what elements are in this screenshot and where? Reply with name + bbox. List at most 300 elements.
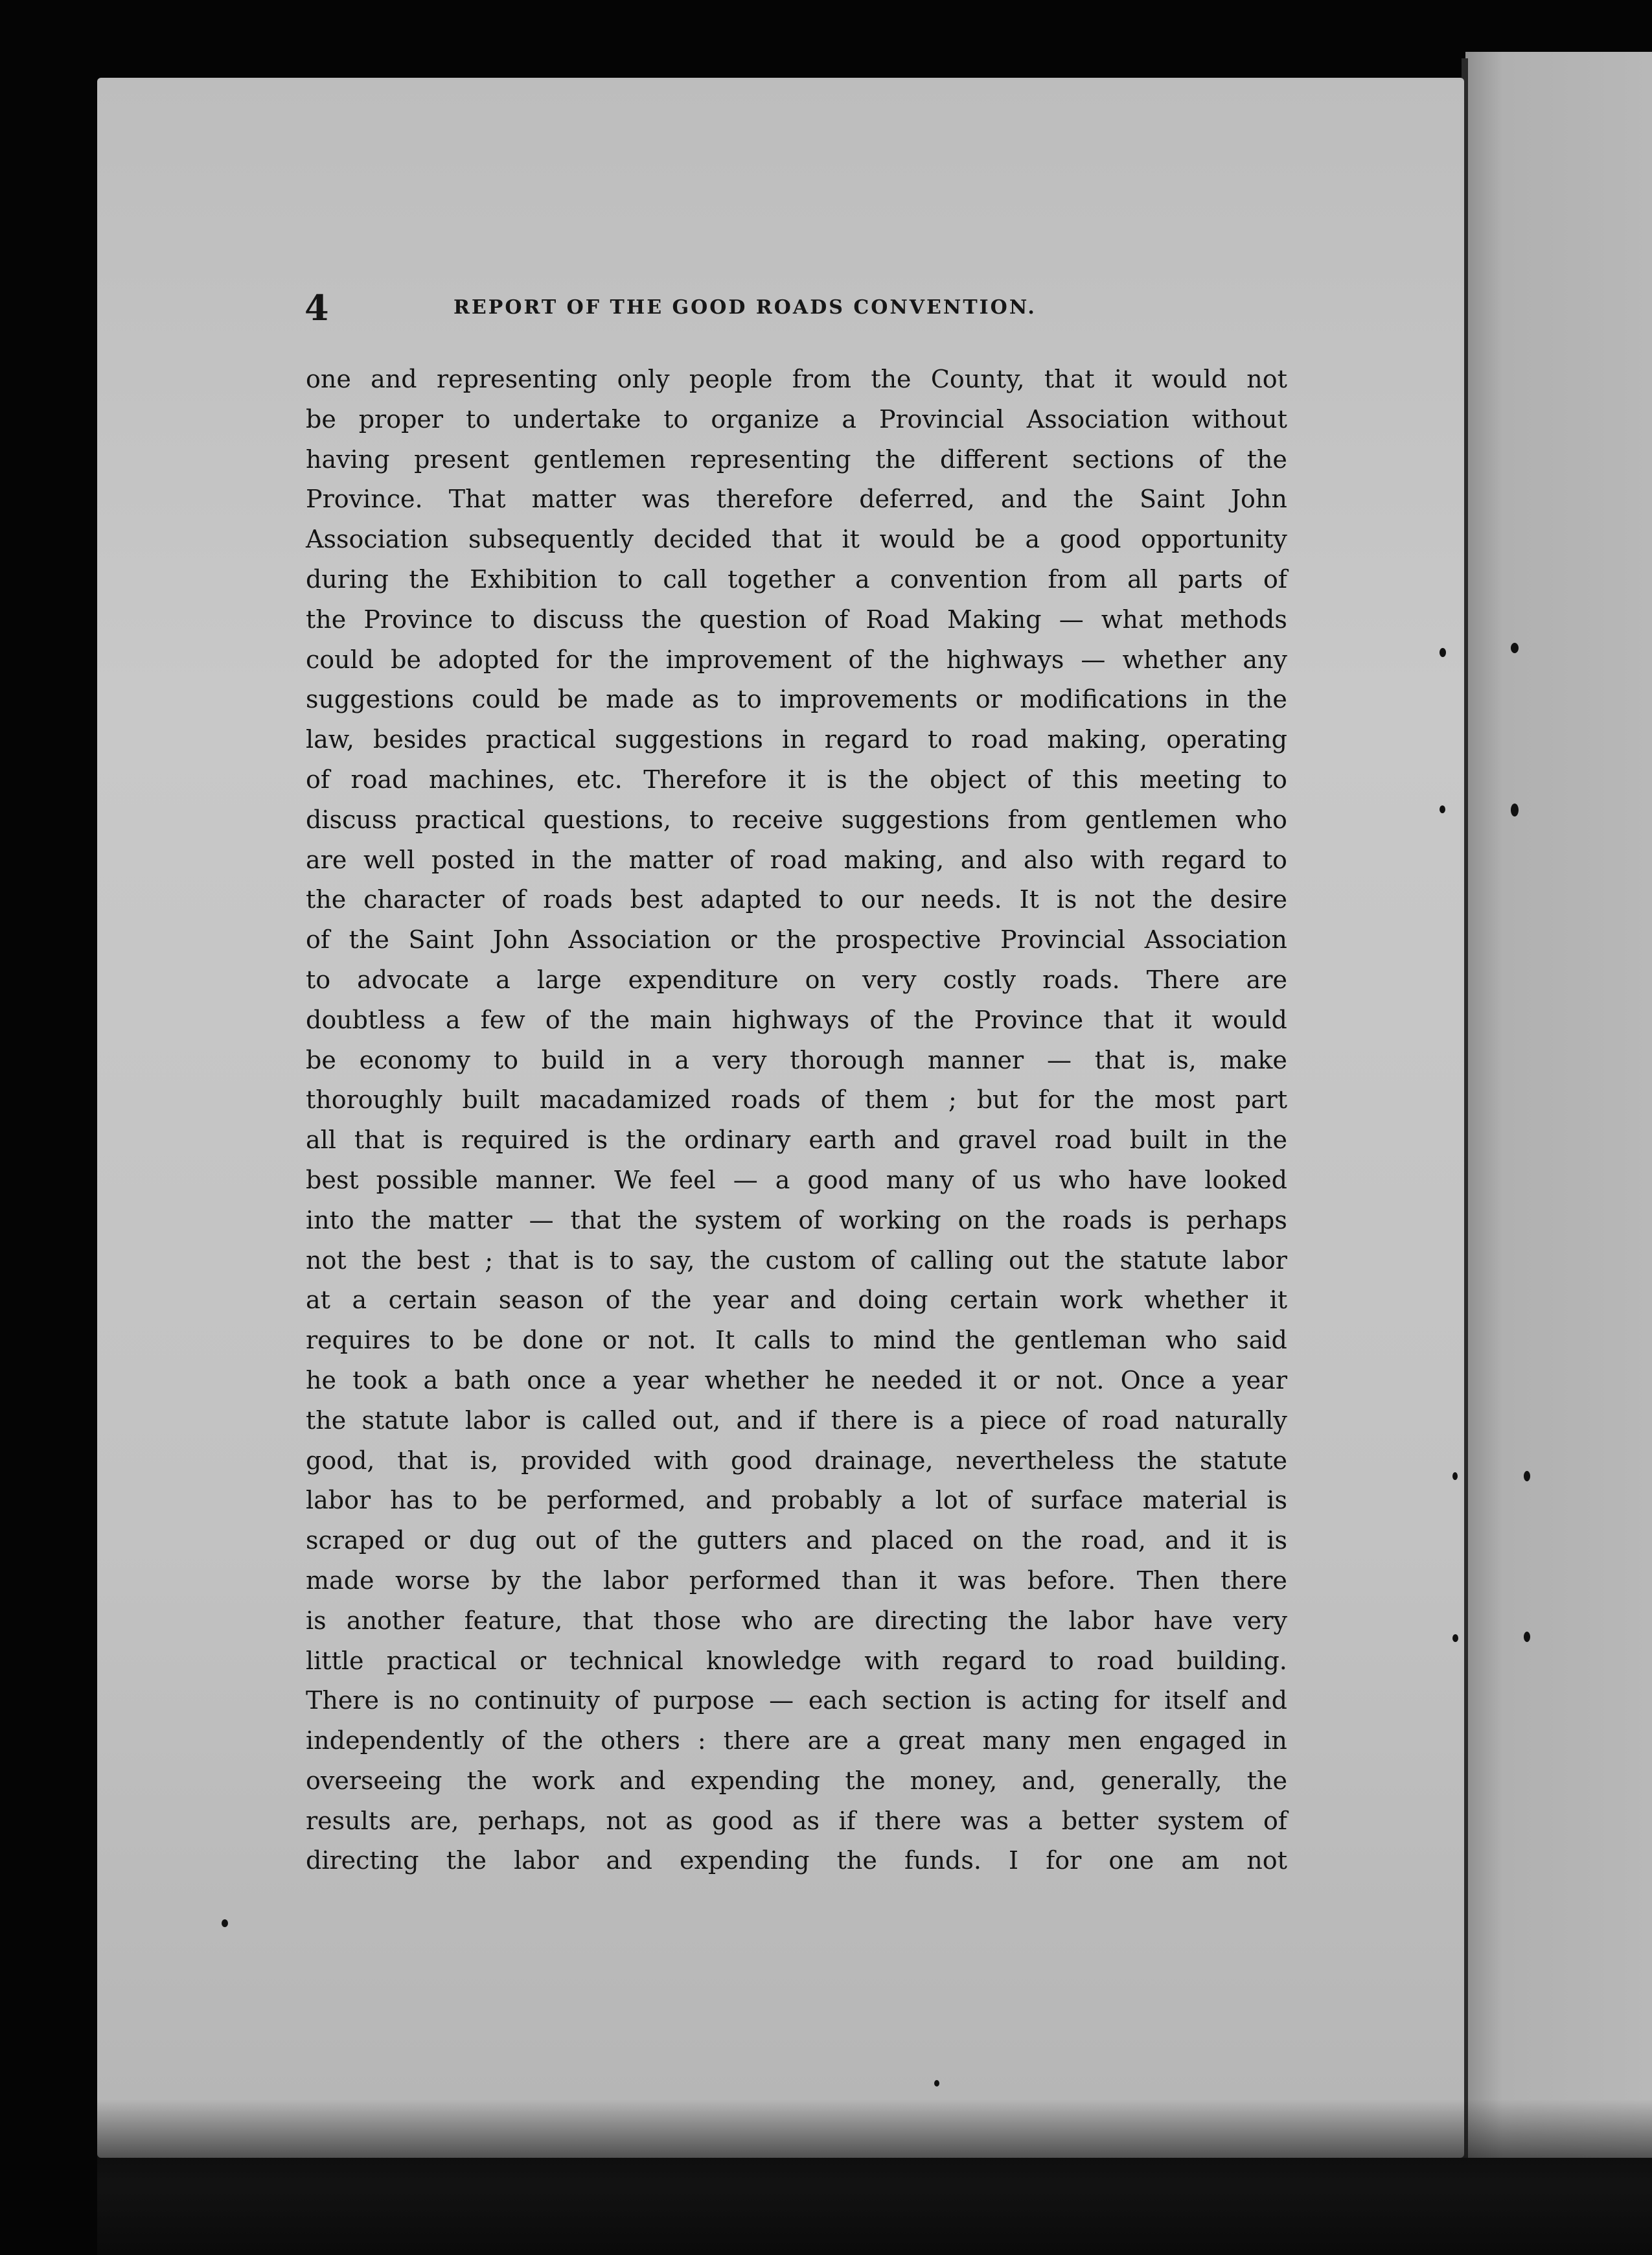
text-line: [306, 400, 1287, 440]
word: highways: [731, 1005, 850, 1034]
word: gutters: [696, 1526, 787, 1555]
ink-speck: [1440, 805, 1445, 813]
word: —: [733, 1165, 758, 1194]
text-line: [306, 720, 1287, 760]
word: the: [589, 1005, 630, 1034]
word: any: [1243, 645, 1287, 674]
word: road: [1102, 1405, 1160, 1435]
word: the: [709, 1245, 751, 1275]
word: the: [868, 765, 909, 794]
word: by: [491, 1566, 521, 1595]
word: machines,: [428, 765, 556, 794]
word: road: [350, 765, 408, 794]
word: to: [617, 564, 643, 594]
word: Association: [306, 525, 449, 554]
word: feature,: [464, 1606, 563, 1635]
word: a: [496, 965, 511, 994]
word: besides: [373, 725, 467, 754]
word: are: [813, 1606, 855, 1635]
word: the: [1008, 1606, 1049, 1635]
word: to: [1262, 845, 1287, 874]
word: Saint: [1140, 485, 1205, 514]
word: is: [827, 765, 847, 794]
word: required: [461, 1126, 569, 1155]
word: of: [798, 1205, 823, 1234]
word: meeting: [1140, 765, 1242, 794]
word: statute: [361, 1405, 450, 1435]
text-line: [306, 520, 1287, 560]
word: ;: [485, 1245, 494, 1275]
word: itself: [1164, 1686, 1226, 1715]
word: that: [1044, 365, 1095, 393]
word: desire: [1210, 885, 1287, 914]
word: Then: [1136, 1566, 1200, 1595]
word: many: [982, 1726, 1051, 1755]
word: for: [1114, 1686, 1150, 1715]
word: done: [522, 1326, 584, 1355]
word: the: [875, 445, 916, 474]
text-line: [306, 1681, 1287, 1721]
word: question: [699, 605, 807, 634]
text-line: [306, 1041, 1287, 1081]
text-line: [306, 960, 1287, 1000]
word: to: [737, 685, 762, 714]
word: could: [306, 645, 374, 674]
word: are: [807, 1726, 849, 1755]
word: work: [1060, 1286, 1123, 1315]
word: independently: [306, 1726, 484, 1755]
word: discuss: [533, 605, 625, 634]
word: needed: [871, 1365, 963, 1394]
text-line: [306, 440, 1287, 480]
word: the: [836, 1846, 877, 1875]
word: of: [848, 645, 873, 674]
word: thoroughly: [306, 1085, 442, 1115]
word: is: [1267, 1526, 1287, 1555]
word: and: [806, 1526, 853, 1555]
word: the: [871, 365, 912, 393]
word: would: [1151, 365, 1227, 393]
word: organize: [711, 404, 820, 434]
word: it: [788, 765, 806, 794]
word: at: [306, 1286, 330, 1315]
text-line: [306, 1000, 1287, 1041]
word: bath: [454, 1365, 511, 1394]
word: that: [771, 525, 822, 554]
word: there: [831, 1405, 898, 1435]
word: calling: [910, 1245, 994, 1275]
word: out: [1009, 1245, 1050, 1275]
word: questions,: [543, 805, 671, 834]
word: would: [1211, 1005, 1287, 1034]
word: the: [1022, 1526, 1062, 1555]
word: the: [349, 925, 389, 954]
word: the: [1152, 885, 1193, 914]
word: money,: [910, 1766, 998, 1795]
word: be: [974, 525, 1005, 554]
word: built: [462, 1085, 520, 1115]
word: costly: [943, 965, 1016, 994]
word: scraped: [306, 1526, 405, 1555]
word: to: [306, 965, 331, 994]
word: large: [536, 965, 602, 994]
text-line: [306, 920, 1287, 960]
text-line: [306, 1641, 1287, 1682]
word: called: [582, 1405, 657, 1435]
word: the: [306, 1405, 347, 1435]
word: John: [1230, 485, 1287, 514]
word: is,: [470, 1446, 499, 1475]
word: methods: [1180, 605, 1287, 634]
word: in: [628, 1045, 652, 1074]
word: a: [674, 1045, 690, 1074]
word: from: [1048, 564, 1107, 594]
word: who: [1235, 805, 1287, 834]
word: is: [587, 1126, 608, 1155]
word: the: [1246, 1766, 1287, 1795]
word: Therefore: [643, 765, 767, 794]
word: having: [306, 445, 390, 474]
word: not.: [648, 1326, 696, 1355]
text-line: [306, 1721, 1287, 1761]
text-line: [306, 1280, 1287, 1321]
word: economy: [359, 1045, 471, 1074]
word: the: [1094, 1085, 1135, 1115]
facing-page-edge: [1465, 52, 1652, 2158]
word: We: [614, 1165, 652, 1194]
word: labor: [1222, 1245, 1287, 1275]
word: not: [306, 1245, 347, 1275]
word: Provincial: [1000, 925, 1126, 954]
word: the: [1005, 1205, 1046, 1234]
text-line: [306, 1521, 1287, 1561]
word: operating: [1166, 725, 1287, 754]
word: matter: [628, 845, 713, 874]
word: best: [630, 885, 683, 914]
word: doubtless: [306, 1005, 426, 1034]
body-text: [306, 360, 1287, 1881]
word: the: [361, 1245, 402, 1275]
text-line: [306, 1321, 1287, 1361]
word: each: [808, 1686, 867, 1715]
word: Province.: [306, 485, 423, 514]
word: the: [651, 1286, 692, 1315]
word: to: [452, 1486, 478, 1515]
word: who: [741, 1606, 794, 1635]
word: and: [1241, 1686, 1287, 1715]
word: is: [1149, 1205, 1170, 1234]
word: earth: [809, 1126, 876, 1155]
word: opportunity: [1141, 525, 1287, 554]
word: etc.: [576, 765, 623, 794]
word: practical: [386, 1646, 497, 1675]
word: undertake: [513, 404, 641, 434]
word: or: [730, 925, 757, 954]
word: be: [391, 645, 421, 674]
word: roads: [731, 1085, 801, 1115]
ink-speck: [934, 2080, 939, 2087]
word: generally,: [1101, 1766, 1222, 1795]
word: road,: [1081, 1526, 1147, 1555]
word: as: [665, 1806, 693, 1835]
text-line: [306, 480, 1287, 520]
word: be: [306, 1045, 336, 1074]
text-line: [306, 1841, 1287, 1881]
word: receive: [732, 805, 823, 834]
word: a: [842, 404, 857, 434]
word: placed: [871, 1526, 954, 1555]
word: few: [480, 1005, 525, 1034]
ink-speck: [1452, 1634, 1458, 1642]
word: expending: [680, 1846, 810, 1875]
word: a: [1201, 1365, 1216, 1394]
word: out,: [672, 1405, 721, 1435]
word: whether: [1144, 1286, 1248, 1315]
word: others: [601, 1726, 680, 1755]
word: who: [1059, 1165, 1111, 1194]
ink-speck: [1511, 804, 1519, 816]
word: or: [423, 1526, 450, 1555]
word: dug: [469, 1526, 517, 1555]
text-line: [306, 640, 1287, 680]
word: There: [1146, 965, 1220, 994]
word: funds.: [904, 1846, 981, 1875]
word: whether: [704, 1365, 809, 1394]
word: building.: [1176, 1646, 1287, 1675]
word: is: [986, 1686, 1007, 1715]
word: took: [352, 1365, 407, 1394]
ink-speck: [1524, 1471, 1530, 1481]
word: modifications: [1020, 685, 1188, 714]
word: Provincial: [878, 404, 1004, 434]
word: to: [465, 404, 491, 434]
word: to: [493, 1045, 519, 1074]
word: not.: [1055, 1365, 1105, 1394]
word: Making: [947, 605, 1042, 634]
word: the: [641, 605, 682, 634]
word: and: [371, 365, 417, 393]
word: and: [960, 845, 1007, 874]
word: gentlemen: [1084, 805, 1218, 834]
word: and: [606, 1846, 652, 1875]
text-line: [306, 1201, 1287, 1241]
word: Once: [1120, 1365, 1186, 1394]
word: to: [490, 605, 516, 634]
word: one: [306, 365, 351, 393]
word: manner: [927, 1045, 1024, 1074]
word: or: [520, 1646, 547, 1675]
word: manner.: [495, 1165, 597, 1194]
word: most: [1154, 1085, 1215, 1115]
word: a: [423, 1365, 439, 1394]
word: Province: [363, 605, 473, 634]
word: one: [1108, 1846, 1154, 1875]
word: are: [306, 845, 347, 874]
word: for: [1046, 1846, 1082, 1875]
word: in: [1263, 1726, 1287, 1755]
text-line: [306, 1080, 1287, 1120]
word: representing: [690, 445, 851, 474]
word: in: [781, 725, 806, 754]
word: of: [1027, 765, 1051, 794]
word: That: [448, 485, 506, 514]
text-line: [306, 800, 1287, 840]
word: and: [619, 1766, 666, 1795]
word: in: [1205, 1126, 1229, 1155]
word: road: [1097, 1646, 1154, 1675]
word: of: [501, 1726, 525, 1755]
word: different: [940, 445, 1048, 474]
word: build: [541, 1045, 605, 1074]
word: the: [845, 1766, 886, 1795]
word: together: [728, 564, 835, 594]
word: that: [1094, 1045, 1145, 1074]
word: nevertheless: [956, 1446, 1115, 1475]
word: in: [531, 845, 556, 874]
word: of: [971, 1165, 996, 1194]
word: if: [838, 1806, 856, 1835]
word: of: [987, 1486, 1011, 1515]
word: with: [864, 1646, 919, 1675]
word: discuss: [306, 805, 397, 834]
word: to: [1049, 1646, 1074, 1675]
word: not: [1094, 885, 1135, 914]
word: of: [545, 1005, 569, 1034]
word: expending: [690, 1766, 821, 1795]
word: that: [397, 1446, 448, 1475]
word: advocate: [357, 965, 470, 994]
word: piece: [980, 1405, 1047, 1435]
ink-speck: [1524, 1632, 1530, 1642]
text-line: [306, 760, 1287, 800]
word: best: [306, 1165, 359, 1194]
word: sections: [1072, 445, 1175, 474]
word: it: [842, 525, 860, 554]
word: the: [571, 845, 612, 874]
word: performed,: [547, 1486, 687, 1515]
word: —: [529, 1205, 554, 1234]
word: drainage,: [814, 1446, 934, 1475]
word: be: [497, 1486, 527, 1515]
word: results: [306, 1806, 391, 1835]
word: year: [633, 1365, 689, 1394]
word: regard: [942, 1646, 1027, 1675]
word: from: [1007, 805, 1067, 834]
word: made: [306, 1566, 374, 1595]
word: It: [715, 1326, 735, 1355]
word: very: [1233, 1606, 1287, 1635]
word: directing: [306, 1846, 419, 1875]
word: statute: [1119, 1245, 1208, 1275]
word: not: [606, 1806, 647, 1835]
word: as: [792, 1806, 820, 1835]
word: made: [606, 685, 674, 714]
word: the: [542, 1566, 582, 1595]
word: a: [855, 564, 870, 594]
text-line: [306, 1161, 1287, 1201]
word: I: [1009, 1846, 1019, 1875]
word: great: [898, 1726, 965, 1755]
word: and: [1001, 485, 1048, 514]
word: to: [429, 1326, 455, 1355]
word: be: [557, 685, 588, 714]
word: calls: [753, 1326, 811, 1355]
word: best: [417, 1245, 470, 1275]
word: directing: [875, 1606, 988, 1635]
word: gravel: [958, 1126, 1037, 1155]
text-line: [306, 1120, 1287, 1161]
word: to: [1262, 765, 1287, 794]
word: than: [842, 1566, 899, 1595]
word: perhaps: [1186, 1205, 1287, 1234]
word: road: [770, 845, 827, 874]
page-number: 4: [304, 287, 329, 329]
word: macadamized: [539, 1085, 711, 1115]
word: is,: [1168, 1045, 1197, 1074]
word: engaged: [1139, 1726, 1246, 1755]
word: to: [689, 805, 715, 834]
word: be: [306, 404, 336, 434]
text-line: [306, 600, 1287, 640]
word: doing: [858, 1286, 928, 1315]
text-line: [306, 680, 1287, 720]
word: labor: [603, 1566, 669, 1595]
running-head: REPORT OF THE GOOD ROADS CONVENTION.: [453, 296, 1037, 319]
text-line: [306, 840, 1287, 881]
word: feel: [669, 1165, 716, 1194]
word: the: [626, 1126, 667, 1155]
word: but: [976, 1085, 1018, 1115]
word: certain: [949, 1286, 1038, 1315]
word: to: [829, 1326, 855, 1355]
word: provided: [521, 1446, 632, 1475]
word: expenditure: [628, 965, 779, 994]
word: it: [978, 1365, 997, 1394]
word: the: [306, 885, 347, 914]
word: to: [927, 725, 953, 754]
word: another: [346, 1606, 444, 1635]
word: —: [1046, 1045, 1072, 1074]
word: system: [694, 1205, 782, 1234]
word: therefore: [716, 485, 834, 514]
word: and: [1165, 1526, 1211, 1555]
word: object: [930, 765, 1007, 794]
text-line: [306, 560, 1287, 600]
word: that: [508, 1245, 559, 1275]
text-line: [306, 1801, 1287, 1842]
word: he: [306, 1365, 336, 1394]
word: that: [1103, 1005, 1154, 1034]
word: acting: [1021, 1686, 1099, 1715]
word: suggestions: [614, 725, 763, 754]
word: labor: [306, 1486, 371, 1515]
word: that: [354, 1126, 405, 1155]
word: practical: [485, 725, 596, 754]
word: them: [864, 1085, 929, 1115]
word: to: [818, 885, 844, 914]
word: knowledge: [706, 1646, 842, 1675]
word: there: [875, 1806, 942, 1835]
word: continuity: [474, 1686, 600, 1715]
word: of: [1263, 1806, 1287, 1835]
scan-bottom-shadow: [97, 2099, 1652, 2255]
word: be: [473, 1326, 504, 1355]
word: labor: [514, 1846, 579, 1875]
word: well: [363, 845, 415, 874]
word: no: [429, 1686, 460, 1715]
word: the: [1073, 485, 1114, 514]
word: overseeing: [306, 1766, 442, 1795]
